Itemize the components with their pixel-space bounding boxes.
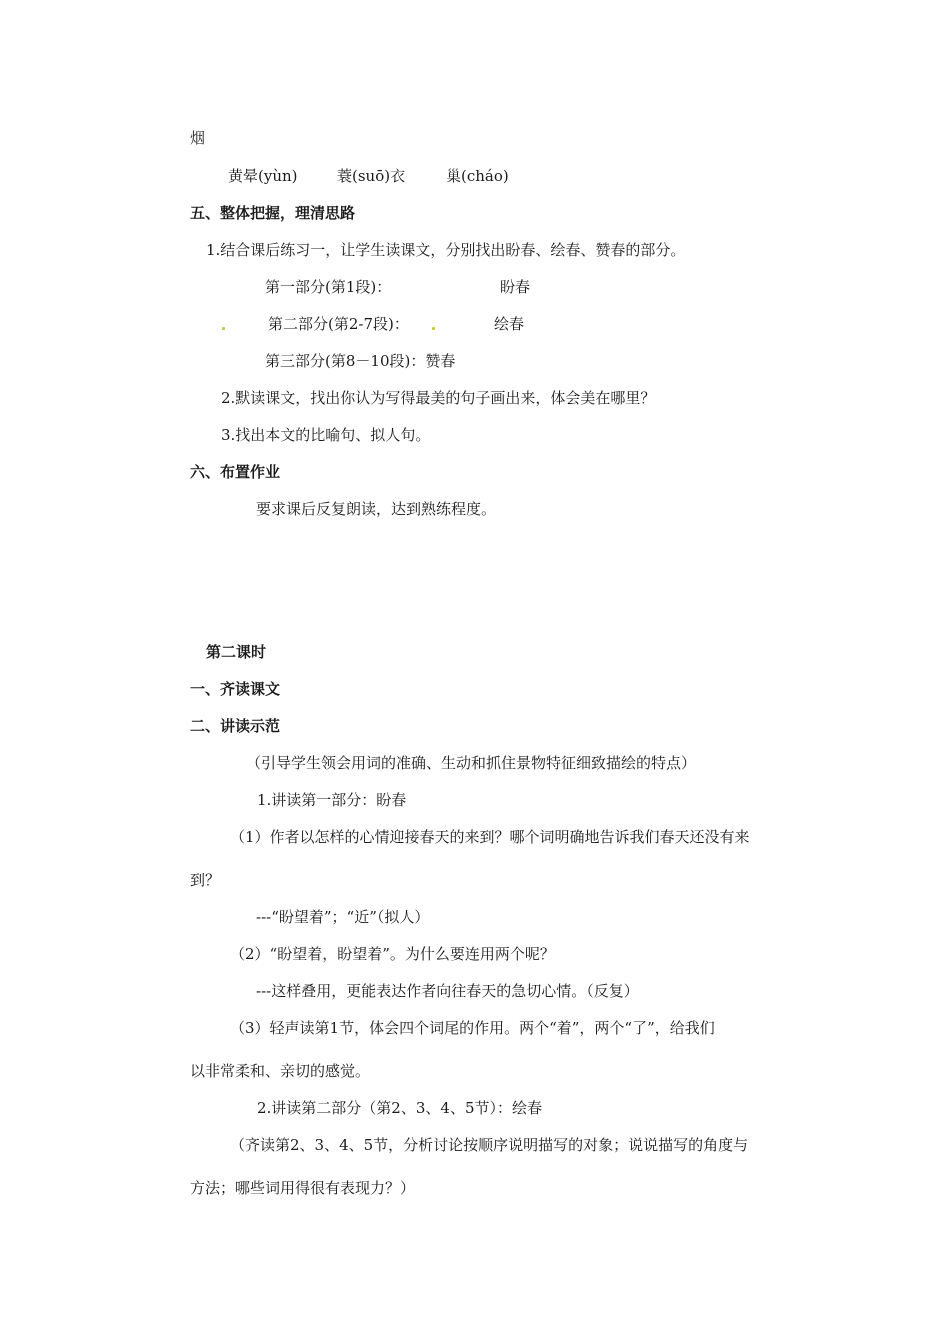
lesson-heading: 第二课时 — [206, 643, 267, 661]
part-label: 第一部分(第1段)： — [265, 278, 392, 296]
paragraph: 要求课后反复朗读，达到熟练程度。 — [256, 500, 497, 518]
part-value: 绘春 — [494, 315, 525, 333]
part-label: 第二部分(第2-7段)： — [268, 315, 409, 333]
paragraph: （齐读第2、3、4、5节，分析讨论按顺序说明描写的对象；说说描写的角度与 — [230, 1136, 749, 1154]
pinyin-item: 蓑(suō)衣 — [337, 167, 406, 185]
pinyin-item: 巢(cháo) — [446, 167, 509, 185]
text-line: 烟 — [190, 129, 206, 147]
paragraph: （1）作者以怎样的心情迎接春天的来到？哪个词明确地告诉我们春天还没有来 — [230, 828, 750, 846]
paragraph: 2.讲读第二部分（第2、3、4、5节）：绘春 — [257, 1099, 542, 1117]
section-heading: 一、齐读课文 — [190, 680, 281, 698]
part-value: 盼春 — [500, 278, 531, 296]
paragraph: （引导学生领会用词的准确、生动和抓住景物特征细致描绘的特点） — [246, 754, 697, 772]
paragraph: 以非常柔和、亲切的感觉。 — [190, 1062, 371, 1080]
paragraph: ---这样叠用，更能表达作者向往春天的急切心情。（反复） — [256, 982, 639, 1000]
paragraph: （3）轻声读第1节，体会四个词尾的作用。两个“着”，两个“了”，给我们 — [230, 1019, 715, 1037]
paragraph: 1.讲读第一部分：盼春 — [257, 791, 407, 809]
paragraph: 1.结合课后练习一，让学生读课文，分别找出盼春、绘春、赞春的部分。 — [206, 241, 686, 259]
paragraph: 3.找出本文的比喻句、拟人句。 — [221, 426, 431, 444]
pinyin-item: 黄晕(yùn) — [228, 167, 298, 185]
paragraph: 到？ — [190, 871, 221, 889]
paragraph: ---“盼望着”；“近”（拟人） — [256, 908, 430, 926]
paragraph: 2.默读课文，找出你认为写得最美的句子画出来，体会美在哪里？ — [221, 389, 656, 407]
paragraph: （2）“盼望着，盼望着”。为什么要连用两个呢？ — [230, 945, 555, 963]
marker-dot — [432, 327, 435, 330]
marker-dot — [222, 327, 225, 330]
section-heading: 五、整体把握，理清思路 — [190, 204, 356, 222]
paragraph: 方法；哪些词用得很有表现力？） — [190, 1179, 416, 1197]
section-heading: 二、讲读示范 — [190, 717, 281, 735]
part-label: 第三部分(第8－10段)：赞春 — [265, 352, 456, 370]
section-heading: 六、布置作业 — [190, 463, 281, 481]
